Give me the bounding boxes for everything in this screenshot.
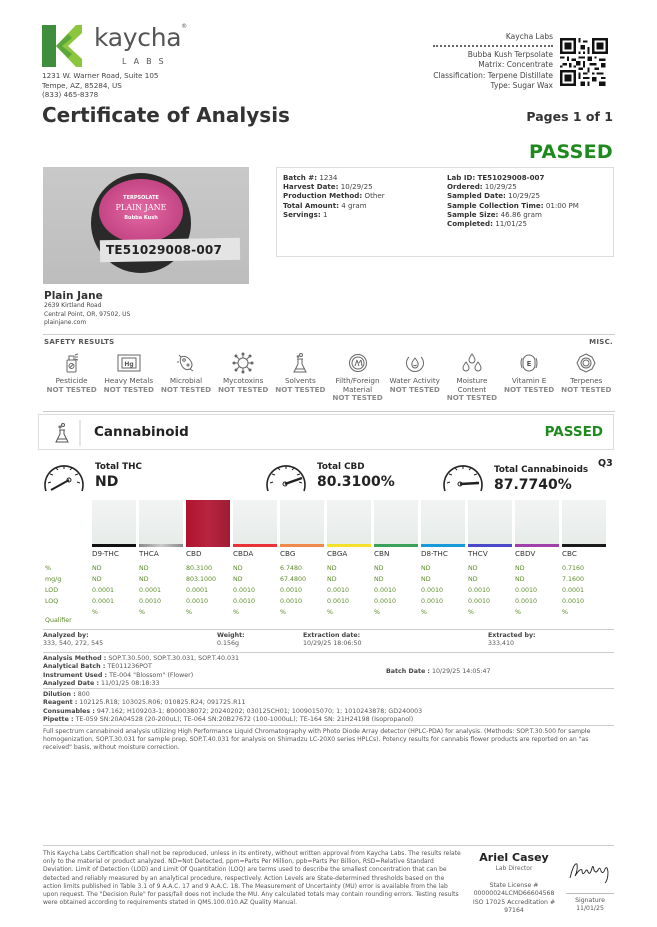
cannabinoid-title: Cannabinoid: [94, 424, 189, 440]
total-thc: Total THC ND: [41, 458, 221, 496]
disclaimer-text: This Kaycha Labs Certification shall not be reproduced, unless in its entirety, without written approval from Kaycha Labs. The results relate only to the material or product analyzed. ND=Not Detected, ppm=Parts Per Million, ppb=Parts Per Billion, RSD=Relative Standard Deviation. Limit of Detection (LOD) and Limit Of Quantitation (LOQ) are terms used to describe the smallest concentration that can be detected and reliably measured by an analytical procedure, respectively. Action Levels are State-determined thresholds based on the action limits published in Table 3.1 of 9 A.A.C. 17 and 9 A.A.C. 18. The Measurement of Uncertainty (MU) error is available from the lab upon request. The "Decision Rule" for pass/fail does not include the MU. Any calculated totals may contain rounding errors. Testing results were obtained according to requirements stated in QMS.100.010.AZ Quality Manual.: [43, 850, 461, 907]
logo-wordmark: kaycha®: [94, 23, 187, 52]
safety-results-row: [43, 352, 615, 412]
product-name: Bubba Kush Terpsolate: [467, 50, 553, 60]
results-column-cbn: ND ND 0.0010 0.0010 %: [374, 565, 397, 616]
total-cannabinoids: Total Cannabinoids 87.7740%: [440, 458, 600, 496]
overall-status-badge: PASSED: [529, 141, 613, 163]
kaycha-chevron-icon: [42, 25, 82, 67]
results-column-d9-thc: ND ND 0.0001 0.0001 %: [92, 565, 115, 616]
divider: [43, 688, 614, 689]
divider: [43, 725, 614, 726]
safety-item-water-activity: Water Activity NOT TESTED: [386, 352, 443, 412]
moisture-icon: [443, 352, 500, 374]
kaycha-logo: [42, 23, 187, 69]
heavy-metals-icon: [100, 352, 157, 374]
safety-item-mycotoxins: Mycotoxins NOT TESTED: [215, 352, 272, 412]
lab-director-block: [468, 851, 560, 915]
director-name: Ariel Casey: [479, 851, 549, 864]
bar-thcv: [468, 500, 512, 547]
results-column-cbda: ND ND 0.0010 0.0010 %: [233, 565, 256, 616]
results-column-cbd: 80.3100 803.1000 0.0001 0.0010 %: [186, 565, 217, 616]
jar-image: TERPSOLATE PLAIN JANE Bubba Kush: [91, 173, 191, 273]
result-row-labels: % mg/g LOD LOQ: [45, 565, 62, 605]
photo-sample-label: TE51029008-007: [106, 243, 223, 257]
results-column-thca: ND ND 0.0001 0.0010 %: [139, 565, 162, 616]
method-description: Full spectrum cannabinoid analysis utilizing High Performance Liquid Chromatography with Photo Diode Array detector (HPLC-PDA) for analysis. (Methods: SOP.T.30.500 for sample homogenization, SOP.T.30.031 for sample prep, SOP.T.40.031 for analysis on Shimadzu LC-20X0 series HPLCs). Potency results for cannabis flower products are reported on an "as received" basis, without moisture correction.: [43, 728, 591, 751]
analysis-method-block: Analysis Method : SOP.T.30.500, SOP.T.30.031, SOP.T.40.031 Analytical Batch : TE011236POT Instrument Used : TE-004 "Blossom" (Flower) Analyzed Date : 11/01/25 08:18:33: [43, 655, 240, 687]
bar-cbd: [186, 500, 230, 547]
product-classification: Classification: Terpene Distillate: [433, 70, 553, 80]
signature-image: [566, 856, 614, 886]
product-type: Type: Sugar Wax: [490, 80, 553, 90]
qualifier-label: Qualifier: [45, 617, 72, 624]
batch-date: Batch Date : 10/29/25 14:05:47: [386, 668, 491, 675]
svg-text:E: E: [526, 360, 532, 368]
results-column-cbga: ND ND 0.0010 0.0010 %: [327, 565, 350, 616]
safety-item-vitamin-e: E Vitamin E NOT TESTED: [501, 352, 558, 412]
safety-item-microbial: Microbial NOT TESTED: [157, 352, 214, 412]
vitamin-e-icon: [501, 352, 558, 374]
analyzed-by: Analyzed by: 333, 540, 272, 545: [43, 632, 104, 648]
microbial-icon: [157, 352, 214, 374]
product-matrix: Matrix: Concentrate: [478, 60, 553, 70]
client-name: Plain Jane: [44, 290, 103, 302]
safety-item-solvents: Solvents NOT TESTED: [272, 352, 329, 412]
divider: [43, 845, 614, 846]
signature-label: Signature 11/01/25: [575, 897, 605, 912]
flask-icon: [45, 420, 81, 446]
results-column-cbg: 6.7480 67.4800 0.0010 0.0010 %: [280, 565, 307, 616]
lab-name: Kaycha Labs: [433, 32, 553, 47]
reagents-block: Dilution : 800 Reagent : 102125.R18; 103025.R06; 010825.R24; 091725.R11 Consumables : 947.162; H109203-1; 8000038072; 20240202; 030125CH01; 1009015070; 1; 1010243878; GD240003 Pipette : TE-059 SN:20A04528 (20-200uL); TE-064 SN:20B27672 (100-1000uL); TE-164 SN: 21H24198 (Isopropanol): [43, 691, 423, 723]
page-count: Pages 1 of 1: [526, 109, 613, 124]
solvents-icon: [272, 352, 329, 374]
signature-line: [566, 893, 614, 894]
divider: [43, 334, 615, 335]
cannabinoid-section-header: [38, 414, 614, 450]
extracted-by: Extracted by: 333,410: [488, 632, 536, 648]
lab-address: 1231 W. Warner Road, Suite 105 Tempe, AZ, 85284, US (833) 465-8378: [42, 71, 159, 99]
results-column-thcv: ND ND 0.0010 0.0010 %: [468, 565, 491, 616]
batch-info-right: Lab ID: TE51029008-007 Ordered: 10/29/25 Sampled Date: 10/29/25 Sample Collection Time: 01:00 PM Sample Size: 46.86 gram Completed: 11/01/25: [447, 173, 579, 229]
batch-info-box: [276, 167, 614, 257]
product-summary: [433, 32, 553, 91]
safety-item-heavy-metals: Hg Heavy Metals NOT TESTED: [100, 352, 157, 412]
extraction-date: Extraction date: 10/29/25 18:06:50: [303, 632, 362, 648]
bar-d8-thc: [421, 500, 465, 547]
page-title: Certificate of Analysis: [42, 103, 290, 127]
gauge-icon: [41, 460, 87, 494]
divider: [43, 411, 615, 412]
bar-thca: [139, 500, 183, 547]
results-column-cbc: 0.7160 7.1600 0.0001 0.0010 %: [562, 565, 585, 616]
safety-item-terpenes: Terpenes NOT TESTED: [558, 352, 615, 412]
filth-icon: [329, 352, 386, 374]
license-info: State License # 00000024LCMD66604568 ISO 17025 Accreditation # 97164: [472, 882, 556, 914]
safety-item-pesticide: Pesticide NOT TESTED: [43, 352, 100, 412]
misc-title: MISC.: [589, 338, 613, 346]
qr-code[interactable]: [560, 38, 608, 86]
bar-cbda: [233, 500, 277, 547]
safety-item-filth-foreign-material: Filth/Foreign Material NOT TESTED: [329, 352, 386, 412]
terpenes-icon: [558, 352, 615, 374]
bar-cbg: [280, 500, 324, 547]
water-activity-icon: [386, 352, 443, 374]
mycotoxins-icon: [215, 352, 272, 374]
product-photo: [43, 167, 249, 284]
safety-results-title: SAFETY RESULTS: [44, 338, 115, 346]
bar-d9-thc: [92, 500, 136, 547]
gauge-icon: [263, 460, 309, 494]
gauge-icon: [440, 460, 486, 494]
cannabinoid-status: PASSED: [544, 424, 603, 440]
logo-labs: LABS: [122, 57, 171, 66]
divider: [43, 652, 614, 653]
safety-item-moisture-content: Moisture Content NOT TESTED: [443, 352, 500, 412]
analyte-bars: [92, 500, 612, 548]
pesticide-icon: [43, 352, 100, 374]
client-website[interactable]: plainjane.com: [44, 319, 87, 326]
batch-info-left: Batch #: 1234 Harvest Date: 10/29/25 Production Method: Other Total Amount: 4 gram Servings: 1: [283, 173, 385, 219]
weight: Weight: 0.156g: [217, 632, 245, 648]
bar-cbdv: [515, 500, 559, 547]
results-column-d8-thc: ND ND 0.0010 0.0010 %: [421, 565, 444, 616]
client-info: Plain Jane 2639 Kirtland Road Central Point, OR, 97502, US plainjane.com: [44, 290, 131, 326]
divider: [43, 629, 614, 630]
bar-cbc: [562, 500, 606, 547]
bar-cbn: [374, 500, 418, 547]
quarter-label: Q3: [598, 458, 613, 469]
bar-cbga: [327, 500, 371, 547]
analyte-names: D9-THC THCA CBD CBDA CBG CBGA CBN D8-THC THCV CBDV CBC: [92, 549, 577, 558]
results-column-cbdv: ND ND 0.0010 0.0010 %: [515, 565, 538, 616]
svg-text:Hg: Hg: [124, 361, 134, 368]
total-cbd: Total CBD 80.3100%: [263, 458, 443, 496]
director-title: Lab Director: [495, 865, 533, 872]
